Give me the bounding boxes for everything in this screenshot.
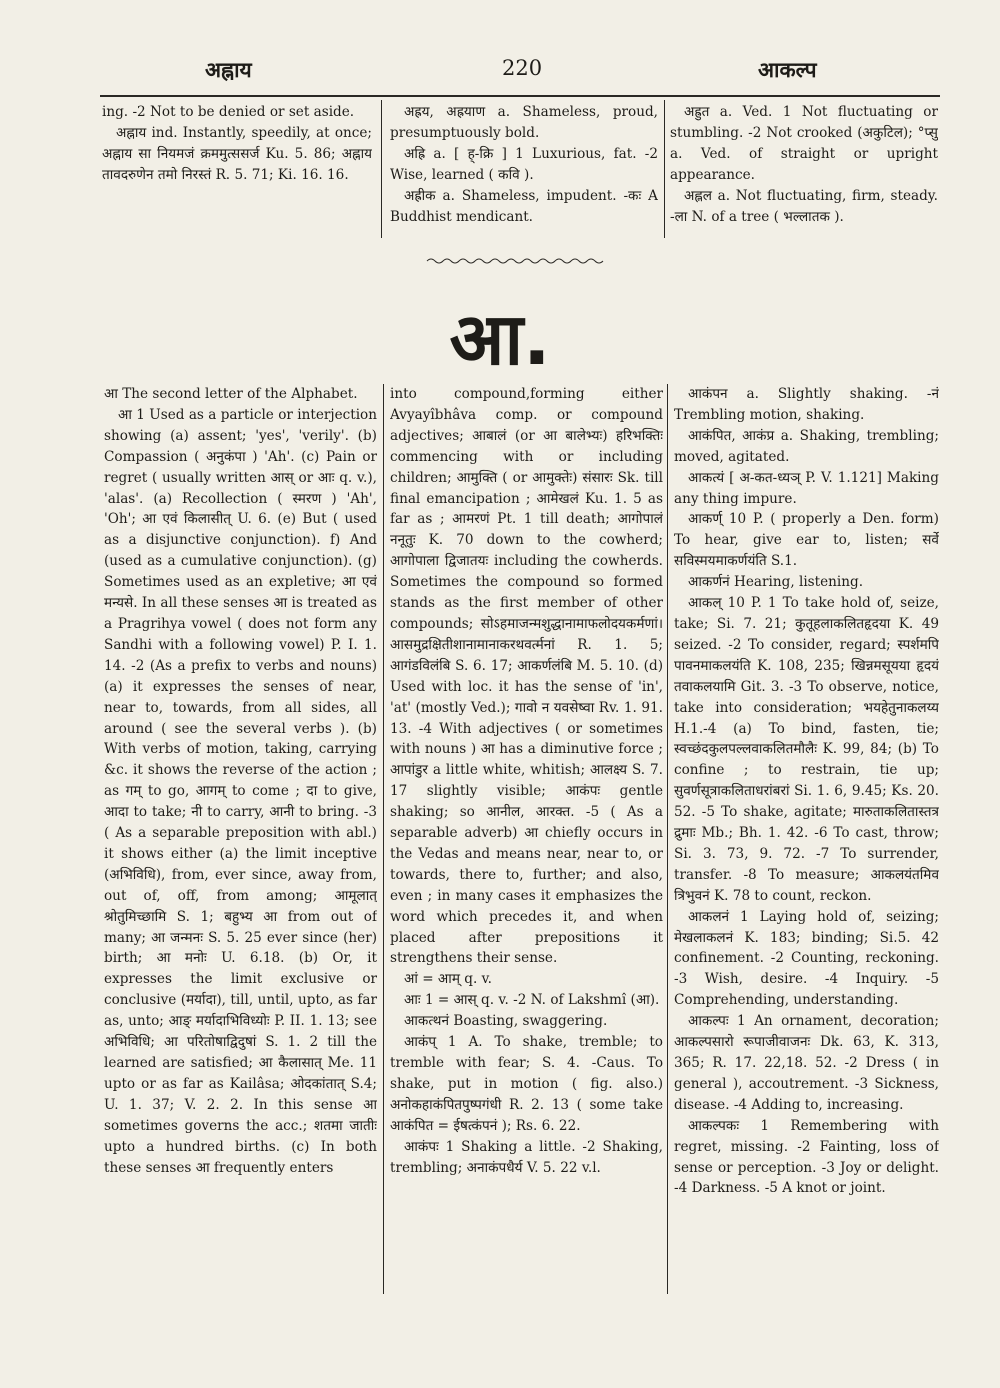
- entry-text: ing. -2 Not to be denied or set aside.: [102, 104, 355, 120]
- entry-text: अह्नाय ind. Instantly, speedily, at once; अह्नाय सा नियमजं क्रममुत्ससर्ज Ku. 5. 86; अह्नाय तावदरुणेन तमो निरस्तं R. 5. 71; Ki. 16. 16.: [102, 124, 372, 183]
- entry-text: अह्रुत a. Ved. 1 Not fluctuating or stumbling. -2 Not crooked (अकुटिल); °प्सु a. Ved. of straight or upright appearance.: [670, 104, 938, 183]
- entry-text: आकर्ण् 10 P. ( properly a Den. form) To hear, give ear to, listen; सर्वे सविस्मयमाकर्णयंति S.1.: [674, 511, 939, 570]
- entry-text: आः 1 = आस् q. v. -2 N. of Lakshmî (आ).: [404, 992, 660, 1009]
- entry-text: आकल् 10 P. 1 To take hold of, seize, take; Si. 7. 21; कुतूहलाकलितहृदया K. 49 seized. -2 To consider, regard; स्पर्शमपि पावनमाकलयंति K. 108, 235; खिन्नमसूयया हृदयं तवाकलयामि Git. 3. -3 To observe, notice, take into consideration; भयहेतुनाकलय्य H.1.-4 (a) To bind, fasten, tie; स्वच्छंदकुलपल्लवाकलितमौलैः K. 99, 84; (b) To confine ; to restrain, tie up; सुवर्णसूत्राकलिताधरांबरां Si. 1. 6, 9.45; Ks. 20. 52. -5 To shake, agitate; मारुताकलितास्तत्र द्रुमाः Mb.; Bh. 1. 42. -6 To cast, throw; Si. 3. 73, 9. 72. -7 To surrender, transfer. -8 To measure; आकलयंतमिव त्रिभुवनं K. 78 to count, reckon.: [674, 595, 939, 904]
- entry-text: आकल्पकः 1 Remembering with regret, missing. -2 Fainting, loss of sense or perception. -3 Joy or delight. -4 Darkness. -5 A knot or joint.: [674, 1117, 939, 1197]
- page-number: 220: [502, 56, 543, 80]
- entry-text: अह्लल a. Not fluctuating, firm, steady. -ला N. of a tree ( भल्लातक ).: [670, 187, 938, 225]
- main-column-2: [390, 384, 663, 1304]
- entry-text: अह्रि a. [ ह्-क्रि ] 1 Luxurious, fat. -2 Wise, learned ( कवि ).: [390, 145, 658, 183]
- top-column-1: [102, 102, 372, 242]
- column-rule: [667, 384, 668, 1294]
- main-column-1: [104, 384, 377, 1304]
- column-rule: [383, 384, 384, 1294]
- entry-text: आकलनं 1 Laying hold of, seizing; मेखलाकलनं K. 183; binding; Si.5. 42 confinement. -2 Counting, reckoning. -3 Wish, desire. -4 Inquiry. -5 Comprehending, understanding.: [674, 908, 939, 1009]
- top-column-3: [670, 102, 938, 242]
- entry-text: आं = आम् q. v.: [404, 971, 492, 988]
- entry-text: आ The second letter of the Alphabet.: [104, 386, 358, 402]
- header-guide-word-right: आकल्प: [758, 57, 817, 82]
- entry-text: आकंपित, आकंप्र a. Shaking, trembling; moved, agitated.: [674, 427, 939, 465]
- entry-text: आकंपः 1 Shaking a little. -2 Shaking, trembling; अनाकंपधैर्य V. 5. 22 v.l.: [390, 1138, 663, 1176]
- top-column-2: [390, 102, 658, 242]
- column-rule: [381, 100, 382, 238]
- column-rule: [664, 100, 665, 238]
- entry-text: आकल्पः 1 An ornament, decoration; आकल्पसारो रूपाजीवाजनः Dk. 63, K. 313, 365; R. 17. 22,18. 52. -2 Dress ( in general ), accoutrement. -3 Sickness, disease. -4 Adding to, increasing.: [674, 1013, 939, 1113]
- entry-text: आ 1 Used as a particle or interjection showing (a) assent; 'yes', 'verily'. (b) Compassion ( अनुकंपा ) 'Ah'. (c) Pain or regret ( usually written आस् or आः q. v.), 'alas'. (a) Recollection ( स्मरण ) 'Ah', 'Oh'; आ एवं किलासीत् U. 6. (e) But ( used as a disjunctive conjunction). f) And (used as a cumulative conjunction). (g) Sometimes used as an expletive; आ एवं मन्यसे. In all these senses आ is treated as a Pragrihya vowel ( does not form any Sandhi with a following vowel) P. I. 1. 14. -2 (As a prefix to verbs and nouns) (a) it expresses the senses of near, near to, towards, from all sides, all around ( see the several verbs ). (b) With verbs of motion, taking, carrying &c. it shows the reverse of the action ; as गम् to go, आगम् to come ; दा to give, आदा to take; नी to carry, आनी to bring. -3 ( As a separable preposition with abl.) it shows either (a) the limit inceptive (अभिविधि), from, ever since, away from, out of, off, from among; आमूलात् श्रोतुमिच्छामि S. 1; बहुभ्य आ from out of many; आ जन्मनः S. 5. 25 ever since (her) birth; आ मनोः U. 6.18. (b) Or, it expresses the limit exclusive or conclusive (मर्यादा), till, until, upto, as far as, unto; आङ् मर्यादाभिविध्योः P. II. 1. 13; see अभिविधि; आ परितोषाद्विदुषां S. 1. 2 till the learned are satisfied; आ कैलासात् Me. 11 upto or as far as Kailâsa; ओदकांतात् S.4; U. 1. 37; V. 2. 2. In this sense आ sometimes governs the acc.; शतमा जातीः upto a hundred births. (c) In both these senses आ frequently enters: [104, 406, 377, 1176]
- entry-text: आकत्यं [ अ-कत-ध्यञ् P. V. 1.121] Making any thing impure.: [674, 469, 939, 507]
- entry-text: अह्रय, अह्रयाण a. Shameless, proud, presumptuously bold.: [390, 104, 658, 141]
- decorative-separator: [425, 256, 605, 266]
- entry-text: अह्रीक a. Shameless, impudent. -कः A Buddhist mendicant.: [390, 187, 658, 225]
- entry-text: आकर्णनं Hearing, listening.: [688, 574, 864, 591]
- section-letter-heading: आ.: [449, 297, 551, 381]
- header-guide-word-left: अह्नाय: [205, 57, 252, 82]
- entry-text: आकत्थनं Boasting, swaggering.: [404, 1013, 608, 1030]
- entry-text: आकंपन a. Slightly shaking. -नं Trembling motion, shaking.: [674, 386, 939, 423]
- header-rule: [100, 95, 940, 97]
- entry-text: आकंप् 1 A. To shake, tremble; to tremble with fear; S. 4. -Caus. To shake, put in motion ( fig. also.) अनोकहाकंपितपुष्पगंधी R. 2. 13 ( some take आकंपित = ईषत्कंपनं ); Rs. 6. 22.: [390, 1034, 663, 1134]
- entry-text: into compound,forming either Avyayîbhâva comp. or compound adjectives; आबालं (or आ बालेभ्यः) हरिभक्तिः commencing with or including children; आमुक्ति ( or आमुक्तेः) संसारः Sk. till final emancipation ; आमेखलं Ku. 1. 5 as far as ; आमरणं Pt. 1 till death; आगोपालं ननूतुः K. 70 down to the cowherd; आगोपाला द्विजातयः including the cowherds. Sometimes the compound so formed stands as the first member of other compounds; सोऽहमाजन्मशुद्धानामाफलोदयकर्मणां। आसमुद्रक्षितीशानामानाकरथवर्त्मनां R. 1. 5; आगंडविलंबि S. 6. 17; आकर्णलंबि M. 5. 10. (d) Used with loc. it has the sense of 'in', 'at' (mostly Ved.); गावो न यवसेष्वा Rv. 1. 91. 13. -4 With adjectives ( or sometimes with nouns ) आ has a diminutive force ; आपांडुर a little white, whitish; आलक्ष्य S. 7. 17 slightly visible; आकंपः gentle shaking; so आनील, आरक्त. -5 ( As a separable adverb) आ chiefly occurs in the Vedas and means near, near to, or towards, there to, further; and also, even ; in many cases it emphasizes the word which precedes it, and when placed after prepositions it strengthens their sense.: [390, 386, 663, 967]
- main-column-3: [674, 384, 939, 1304]
